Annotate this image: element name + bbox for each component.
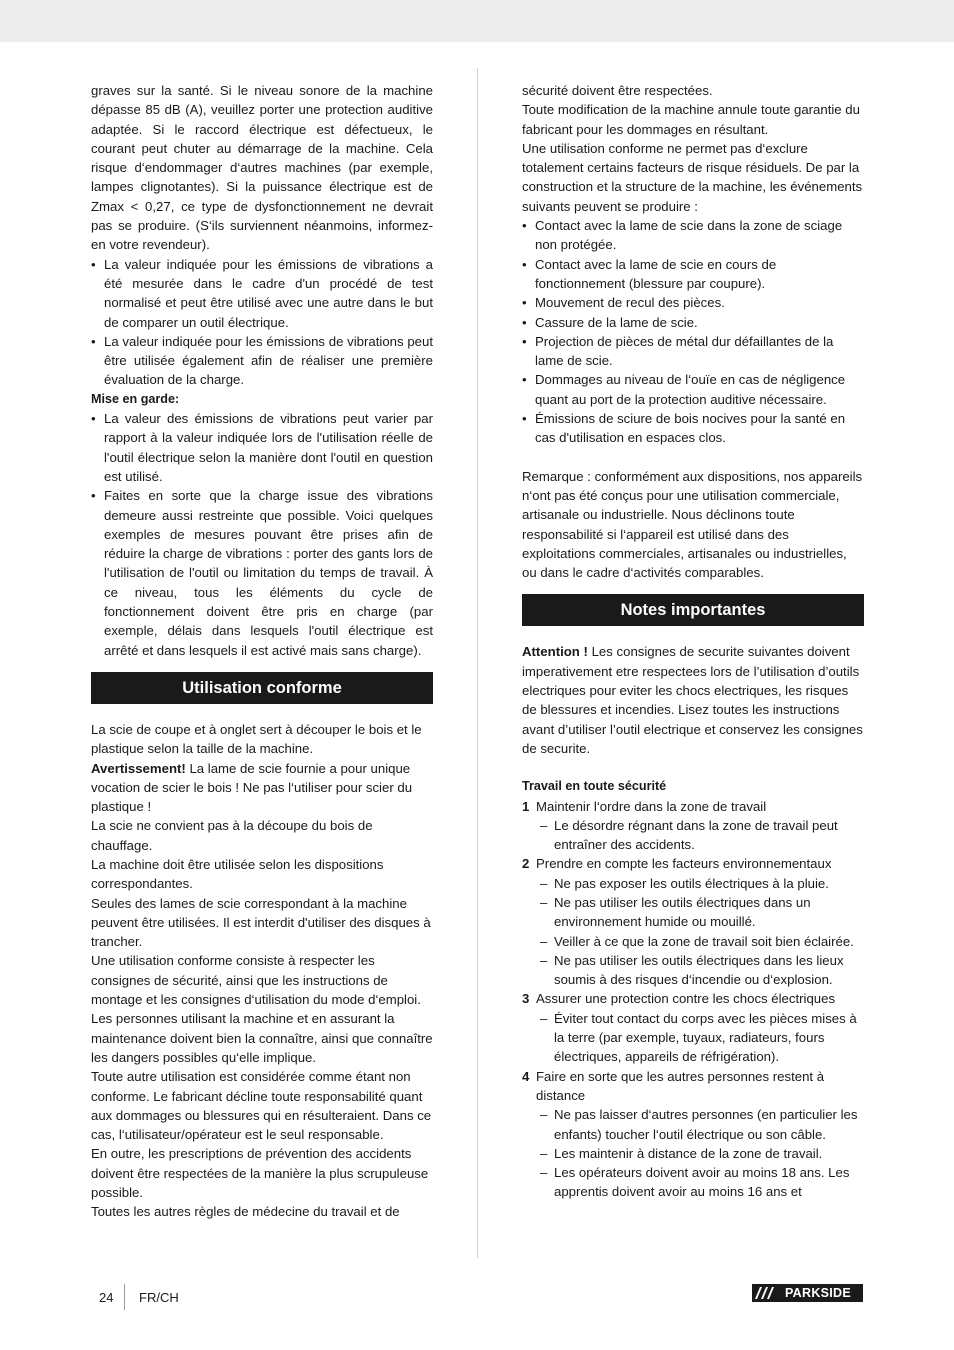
section-heading-notes: Notes importantes <box>522 594 864 626</box>
list-item: • Contact avec la lame de scie dans la zone de sciage non protégée. <box>522 216 864 255</box>
sub-item: – Les maintenir à distance de la zone de travail. <box>522 1144 864 1163</box>
dash-mark: – <box>540 875 548 891</box>
warning-label: Mise en garde: <box>91 391 180 406</box>
sub-item: – Ne pas utiliser les outils électriques dans les lieux soumis à des risques d‘incendie ou d‘explosion. <box>522 951 864 990</box>
bullet-dot: • <box>522 295 527 311</box>
list-item: • Dommages au niveau de l‘ouïe en cas de négligence quant au port de la protection auditive nécessaire. <box>522 370 864 409</box>
bullet-dot: • <box>522 256 527 272</box>
dash-mark: – <box>540 1145 548 1161</box>
bullet-dot: • <box>522 333 527 349</box>
bullet-dot: • <box>522 218 527 234</box>
bullet-dot: • <box>522 314 527 330</box>
usage-paragraph: La scie ne convient pas à la découpe du bois de chauffage. <box>91 818 373 853</box>
list-item: • Mouvement de recul des pièces. <box>522 293 864 312</box>
attention-paragraph: Attention ! Les consignes de securite suivantes doivent imperativement etre respectees lors de l’utilisation d’outils electriques pour eviter les chocs electriques, les risques de blessures et incendies. Lisez toutes les instructions avant d’utiliser l’outil electrique et conservez les consignes de securite. <box>522 644 863 756</box>
section-heading-utilisation: Utilisation conforme <box>91 672 433 704</box>
sub-item: – Les opérateurs doivent avoir au moins 18 ans. Les apprentis doivent avoir au moins 16 ans et <box>522 1163 864 1202</box>
usage-paragraph: Seules des lames de scie correspondant à la machine peuvent être utilisées. Il est interdit d'utiliser des disques à trancher. <box>91 895 431 950</box>
usage-paragraph: Une utilisation conforme consiste à respecter les consignes de sécurité, ainsi que les instructions de montage et les consignes d‘utilisation du mode d‘emploi. <box>91 953 421 1008</box>
attention-label: Attention ! <box>522 644 588 660</box>
numbered-item: 4 Faire en sorte que les autres personnes restent à distance <box>522 1068 825 1103</box>
list-item: • Cassure de la lame de scie. <box>522 313 864 332</box>
body-paragraph: Toute modification de la machine annule toute garantie du fabricant pour les dommages en résultant. <box>522 102 860 137</box>
sub-item: – Ne pas utiliser les outils électriques dans un environnement humide ou mouillé. <box>522 893 864 932</box>
numbered-list <box>522 797 864 1202</box>
usage-paragraph: Toutes les autres règles de médecine du travail et de <box>91 1204 400 1220</box>
sub-item: – Ne pas exposer les outils électriques à la pluie. <box>522 874 864 893</box>
bullet-dot: • <box>91 488 96 504</box>
body-paragraph: sécurité doivent être respectées. <box>522 83 713 98</box>
body-paragraph: Une utilisation conforme ne permet pas d‘exclure totalement certains facteurs de risque résiduels. De par la construction et la structure de la machine, les événements suivants peuvent se produire : <box>522 140 863 214</box>
dash-mark: – <box>540 817 548 833</box>
usage-paragraph: En outre, les prescriptions de prévention des accidents doivent être respectées de la manière la plus scrupuleuse possible. <box>91 1146 429 1201</box>
numbered-item: 1 Maintenir l‘ordre dans la zone de travail <box>522 798 767 814</box>
bullet-dot: • <box>91 256 96 272</box>
list-item: • La valeur indiquée pour les émissions de vibrations a été mesurée dans le cadre d'un procédé de test normalisé et peut être utilisé avec une autre dans le but de comparer un outil électrique. <box>91 255 433 332</box>
numbered-item: 2 Prendre en compte les facteurs environnementaux <box>522 856 832 872</box>
right-column <box>522 81 864 1202</box>
remarque-paragraph: Remarque : conformément aux dispositions, nos appareils n‘ont pas été conçus pour une utilisation commerciale, artisanale ou industrielle. Nous déclinons toute responsabilité si l‘appareil est utilisé dans des exploitations commerciales, artisanales ou industrielles, ou dans le cadre d‘activités comparables. <box>522 468 863 581</box>
list-item: • La valeur indiquée pour les émissions de vibrations peut être utilisée également afin de réaliser une première évaluation de la charge. <box>91 332 433 390</box>
list-item: • Projection de pièces de métal dur défaillantes de la lame de scie. <box>522 332 864 371</box>
risk-list <box>522 216 864 448</box>
top-band <box>0 0 954 42</box>
sub-item: – Veiller à ce que la zone de travail soit bien éclairée. <box>522 932 864 951</box>
list-item: • Émissions de sciure de bois nocives pour la santé en cas d'utilisation en espaces clos. <box>522 409 864 448</box>
dash-mark: – <box>540 1010 548 1026</box>
sub-item: – Le désordre régnant dans la zone de travail peut entraîner des accidents. <box>522 816 864 855</box>
travail-heading: Travail en toute sécurité <box>522 779 667 794</box>
list-item: • La valeur des émissions de vibrations peut varier par rapport à la valeur indiquée lors de l'utilisation réelle de l'outil électrique selon la manière dont l'outil en question est utilisé. <box>91 409 433 486</box>
brand-name: PARKSIDE <box>784 1286 852 1300</box>
numbered-item: 3 Assurer une protection contre les chocs électriques <box>522 991 836 1007</box>
language-code: FR/CH <box>139 1290 179 1305</box>
usage-paragraph: Les personnes utilisant la machine et en assurant la maintenance doivent bien la connaître, ainsi que connaître les dangers possibles qu‘elle implique. <box>91 1011 433 1065</box>
dash-mark: – <box>540 1165 548 1181</box>
brand-logo <box>752 1284 863 1302</box>
bullet-dot: • <box>522 372 527 388</box>
list-item: • Contact avec la lame de scie en cours de fonctionnement (blessure par coupure). <box>522 255 864 294</box>
page-number: 24 <box>99 1290 114 1305</box>
left-column <box>91 81 433 1222</box>
dash-mark: – <box>540 894 548 910</box>
dash-mark: – <box>540 952 548 968</box>
dash-mark: – <box>540 1107 548 1123</box>
avertissement-label: Avertissement! <box>91 760 186 776</box>
intro-paragraph: graves sur la santé. Si le niveau sonore de la machine dépasse 85 dB (A), veuillez porter une protection auditive adaptée. Si le raccord électrique est défectueux, le courant peut chuter au démarrage de la machine. Cela risque d‘endommager d‘autres machines (par exemple, lampes clignotantes). Si la puissance électrique est de Zmax < 0,27, ce type de dysfonctionnement ne devrait pas se produire. (S‘ils surviennent néanmoins, informez-en votre revendeur). <box>91 83 433 253</box>
bullet-dot: • <box>91 411 96 427</box>
stripes-icon <box>752 1284 776 1302</box>
column-divider <box>477 68 478 1258</box>
sub-item: – Éviter tout contact du corps avec les pièces mises à la terre (par exemple, tuyaux, radiateurs, fours électriques, appareils de réfrigération). <box>522 1009 864 1067</box>
warning-list <box>91 409 433 660</box>
bullet-dot: • <box>91 333 96 349</box>
avertissement-paragraph: Avertissement! La lame de scie fournie a pour unique vocation de scier le bois ! Ne pas l‘utiliser pour scier du plastique ! <box>91 760 413 815</box>
dash-mark: – <box>540 933 548 949</box>
usage-paragraph: Toute autre utilisation est considérée comme étant non conforme. Le fabricant décline toute responsabilité quant aux dommages ou blessures qui en résulteraient. Dans ce cas, l‘utilisateur/opérateur est le seul responsable. <box>91 1069 432 1143</box>
bullet-dot: • <box>522 411 527 427</box>
usage-paragraph: La machine doit être utilisée selon les dispositions correspondantes. <box>91 856 384 892</box>
sub-item: – Ne pas laisser d‘autres personnes (en particulier les enfants) toucher l‘outil électrique ou son câble. <box>522 1105 864 1144</box>
vibration-list <box>91 255 433 390</box>
list-item: • Faites en sorte que la charge issue des vibrations demeure aussi restreinte que possible. Voici quelques exemples de mesures pouvant être prises afin de réduire la charge de vibrations : porter des gants lors de l'utilisation de l'outil ou limitation du temps de travail. À ce niveau, tous les éléments du cycle de fonctionnement doivent être pris en charge (par exemple, délais dans lesquels l'outil électrique est arrêté et dans lesquels il est activé mais sans charge). <box>91 486 433 660</box>
footer-divider <box>124 1284 125 1310</box>
usage-paragraph: La scie de coupe et à onglet sert à découper le bois et le plastique selon la taille de la machine. <box>91 721 422 757</box>
